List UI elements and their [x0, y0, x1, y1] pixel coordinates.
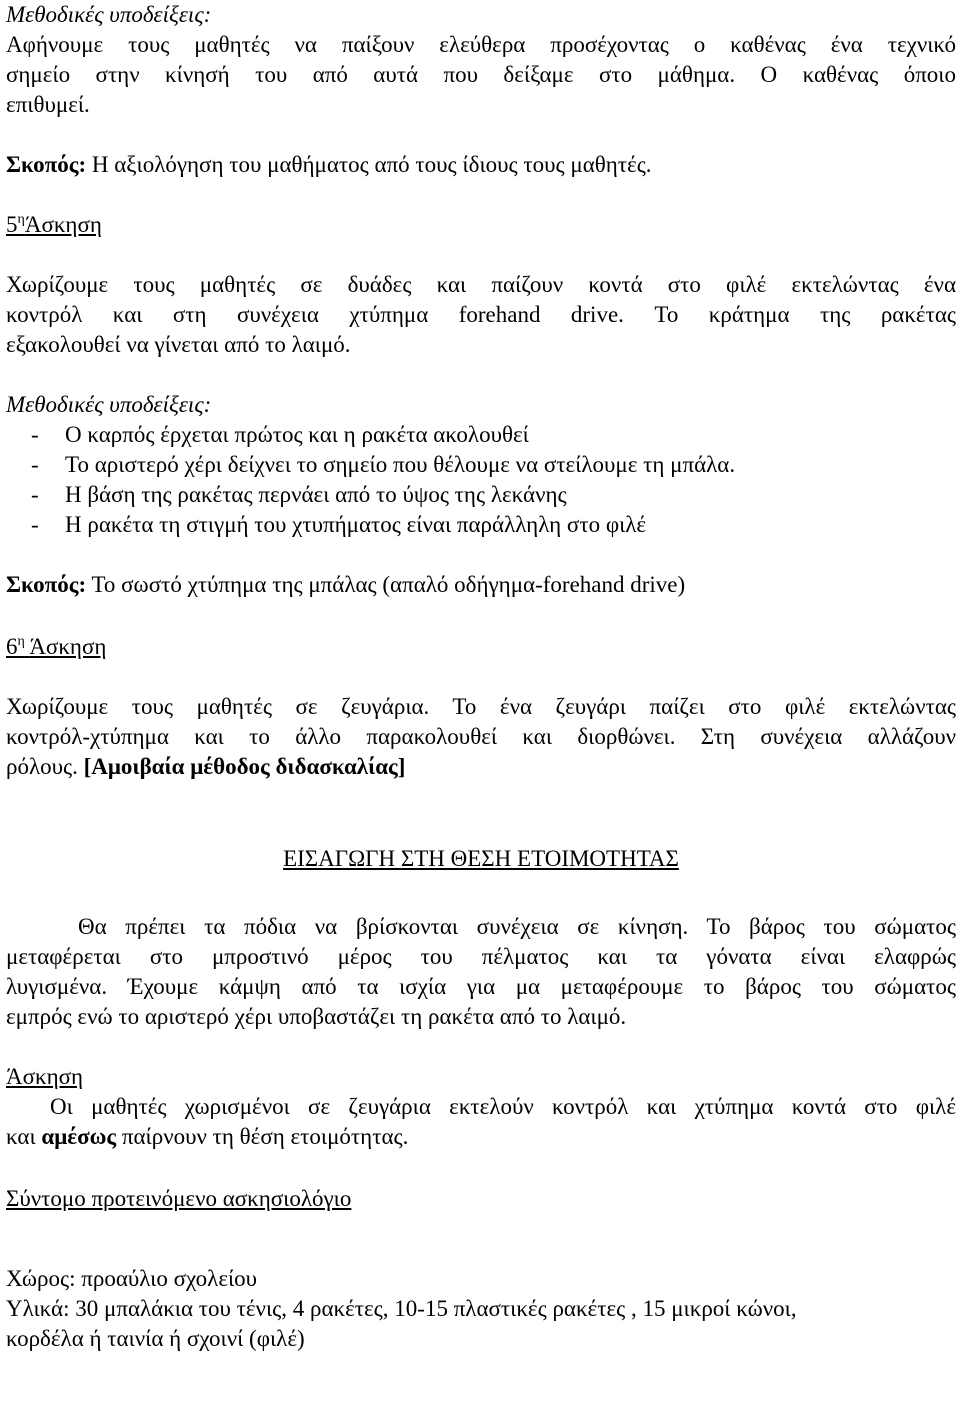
exercise-title: Άσκηση: [6, 1064, 84, 1089]
paragraph-line: εξακολουθεί να γίνεται από το λαιμό.: [6, 332, 351, 357]
paragraph-line: μεταφέρεται στο μπροστινό μέρος του πέλματος και τα γόνατα είναι ελαφρώς: [6, 944, 956, 969]
space-line: Χώρος: προαύλιο σχολείου: [6, 1266, 258, 1291]
goal-line: [6, 150, 956, 180]
paragraph-line: επιθυμεί.: [6, 92, 90, 117]
proposed-title: Σύντομο προτεινόμενο ασκησιολόγιο: [6, 1186, 352, 1211]
list-item: - Ο καρπός έρχεται πρώτος και η ρακέτα ακολουθεί: [31, 422, 529, 447]
paragraph-line: Θα πρέπει τα πόδια να βρίσκονται συνέχεια σε κίνηση. Το βάρος του σώματος: [78, 914, 956, 939]
paragraph-line: Χωρίζουμε τους μαθητές σε ζευγάρια. Το ένα ζευγάρι παίζει στο φιλέ εκτελώντας: [6, 694, 956, 719]
exercise-5-title: $5^\eta Ά\sigma\kappa\eta\sigma\eta$: [6, 212, 102, 237]
paragraph-line: κοντρόλ και στη συνέχεια χτύπημα forehand drive. Το κράτημα της ρακέτας: [6, 302, 956, 327]
paragraph-line: εμπρός ενώ το αριστερό χέρι υποβαστάζει τη ρακέτα από το λαιμό.: [6, 1004, 627, 1029]
paragraph-line: λυγισμένα. Έχουμε κάμψη από τα ισχία για μα μεταφέρουμε το βάρος του σώματος: [6, 974, 956, 999]
goal-text: Το σωστό χτύπημα της μπάλας (απαλό οδήγημα-forehand drive): [86, 572, 686, 597]
paragraph-line: κοντρόλ-χτύπημα και το άλλο παρακολουθεί και διορθώνει. Στη συνέχεια αλλάζουν: [6, 724, 956, 749]
goal-label: Σκοπός:: [6, 152, 87, 177]
paragraph-line: σημείο στην κίνησή του από αυτά που δείξαμε στο μάθημα. Ο καθένας όποιο: [6, 62, 956, 87]
section-title: ΕΙΣΑΓΩΓΗ ΣΤΗ ΘΕΣΗ ΕΤΟΙΜΟΤΗΤΑΣ: [283, 846, 679, 871]
document-page: [6, 0, 956, 1354]
paragraph-line: Οι μαθητές χωρισμένοι σε ζευγάρια εκτελούν κοντρόλ και χτύπημα κοντά στο φιλέ: [50, 1094, 956, 1119]
list-item: - Η βάση της ρακέτας περνάει από το ύψος της λεκάνης: [31, 482, 567, 507]
goal-text: Η αξιολόγηση του μαθήματος από τους ίδιους τους μαθητές.: [86, 152, 652, 177]
methodical-hints-heading: Μεθοδικές υποδείξεις:: [6, 2, 212, 27]
paragraph-line: ρόλους. [Αμοιβαία μέθοδος διδασκαλίας]: [6, 754, 406, 779]
materials-line: κορδέλα ή ταινία ή σχοινί (φιλέ): [6, 1326, 305, 1351]
goal-line: [6, 570, 956, 600]
goal-label: Σκοπός:: [6, 572, 87, 597]
paragraph-line: Χωρίζουμε τους μαθητές σε δυάδες και παίζουν κοντά στο φιλέ εκτελώντας ένα: [6, 272, 956, 297]
list-item: - Η ρακέτα τη στιγμή του χτυπήματος είναι παράλληλη στο φιλέ: [31, 512, 647, 537]
exercise-6-title: $6^\eta$ Άσκηση: [6, 634, 107, 659]
methodical-hints-heading: Μεθοδικές υποδείξεις:: [6, 392, 212, 417]
materials-line: Υλικά: 30 μπαλάκια του τένις, 4 ρακέτες, 10-15 πλαστικές ρακέτες , 15 μικροί κώνοι,: [6, 1296, 797, 1321]
paragraph-line: και αμέσως παίρνουν τη θέση ετοιμότητας.: [6, 1124, 409, 1149]
paragraph-line: Αφήνουμε τους μαθητές να παίξουν ελεύθερα προσέχοντας ο καθένας ένα τεχνικό: [6, 32, 956, 57]
method-label: [Αμοιβαία μέθοδος διδασκαλίας]: [83, 754, 406, 779]
list-item: - Το αριστερό χέρι δείχνει το σημείο που θέλουμε να στείλουμε τη μπάλα.: [31, 452, 736, 477]
